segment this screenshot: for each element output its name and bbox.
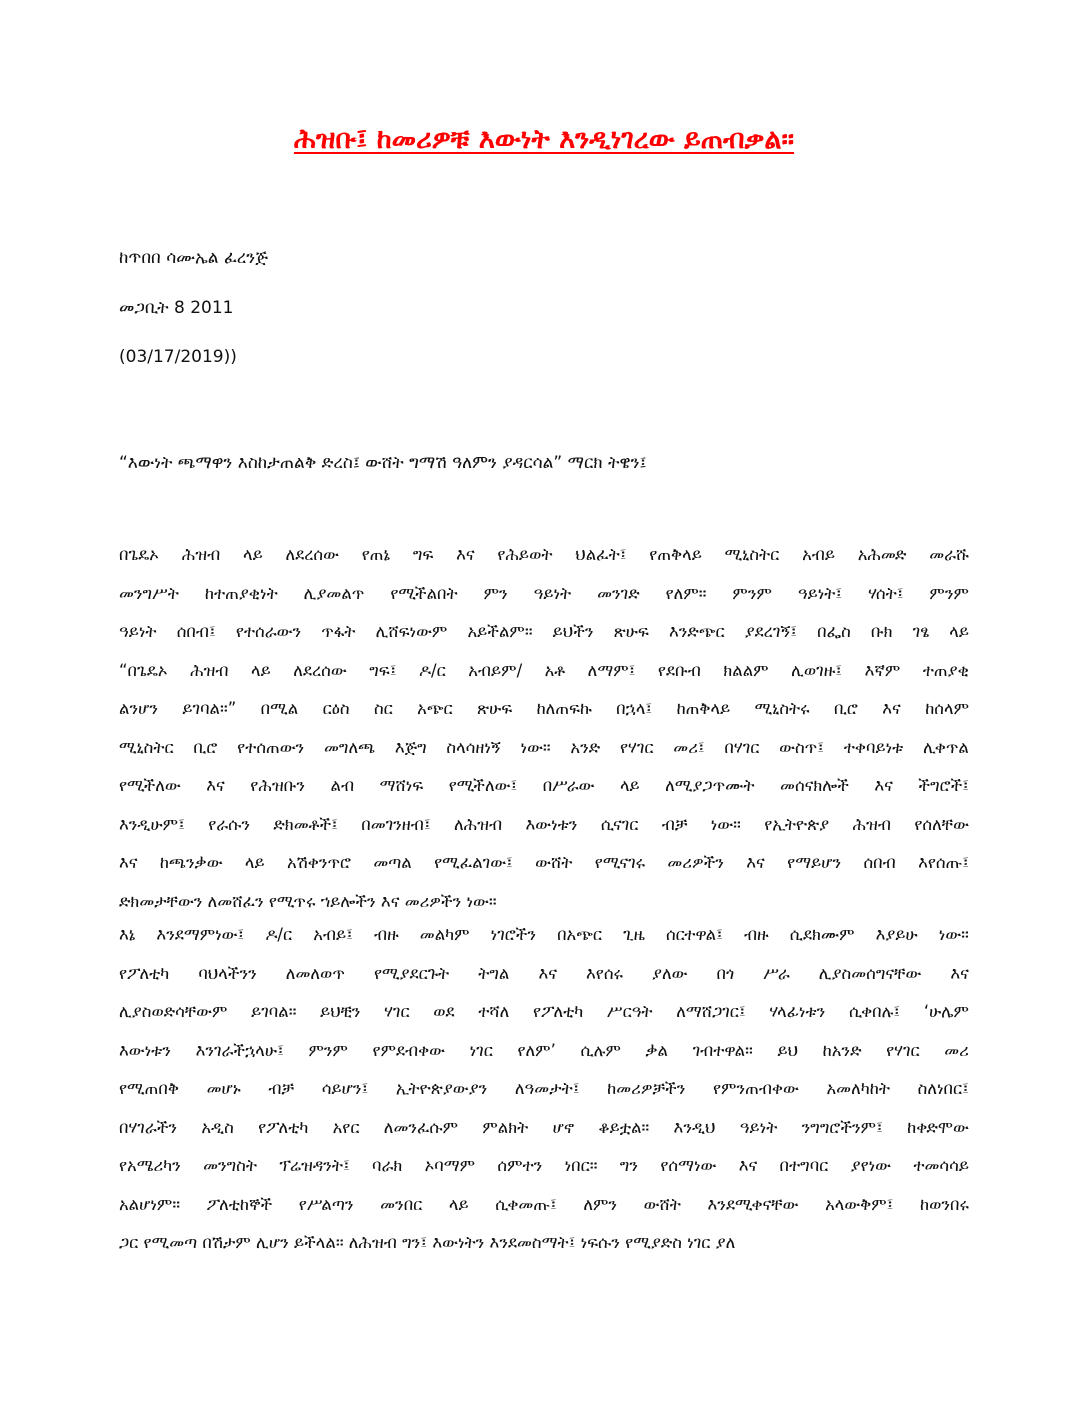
word: ቆይቷል። [598, 1117, 650, 1137]
word: ርዕስ [322, 699, 350, 718]
paragraph-line [119, 690, 969, 729]
word: አላውቅም፤ [825, 1194, 894, 1214]
word: ሚኒስትር [119, 737, 174, 757]
word: ምንም [308, 1040, 348, 1060]
word: እና [874, 776, 893, 795]
word: ነበር። [564, 1156, 598, 1175]
word: በሚል [260, 699, 299, 718]
word: ስለነበር፤ [917, 1079, 969, 1098]
word: ላይ [949, 622, 969, 641]
paragraph-line [119, 844, 969, 883]
word: ዶ/ር [265, 925, 293, 944]
word: ንግግሮችንም፤ [801, 1117, 883, 1137]
word: ይህ [777, 1040, 799, 1060]
word: እና [738, 1156, 758, 1175]
word: ፖለቲከኞች [206, 1194, 273, 1214]
word: ይህቺን [320, 1002, 361, 1021]
word: ነው። [710, 814, 741, 834]
word: ሃገር [384, 1002, 410, 1021]
word: ቢሮ [193, 737, 218, 757]
word: እንድጭር [668, 622, 725, 641]
word: ሊወገዙ፤ [791, 660, 843, 680]
word: ለምን [583, 1194, 618, 1214]
word: መሪ፤ [673, 737, 705, 757]
word: በሃገራችን [119, 1117, 178, 1137]
word: ሃሰት፤ [868, 583, 904, 603]
word: የሚናገሩ [594, 853, 646, 872]
word: የሚፈልገው፤ [434, 853, 513, 872]
word: የፖለቲካ [258, 1117, 309, 1137]
author-line: ከጥበበ ሳሙኤል ፈረንጅ [119, 248, 268, 268]
word: ምንም [732, 583, 772, 603]
word: ከአንድ [822, 1040, 862, 1060]
word: እየሰጡ፤ [918, 853, 969, 872]
word: የራሱን [208, 814, 251, 834]
word: ተሻለ [478, 1002, 510, 1021]
word: ችግሮች፤ [918, 776, 969, 795]
word: እንደሚቀናቸው [707, 1194, 799, 1214]
word: ሊያስወድሳቸውም [119, 1002, 228, 1021]
word: ለሚያጋጥሙት [665, 776, 755, 795]
word: መግለጫ [323, 737, 376, 757]
word: ባራክ [372, 1156, 403, 1175]
word: ይህችን [552, 622, 594, 641]
paragraph-line [119, 806, 969, 845]
word: መሪ [944, 1040, 969, 1060]
word: ላይ [243, 545, 263, 564]
word: መንበር [380, 1194, 423, 1214]
word: አሽቀንጥሮ [286, 853, 351, 872]
word: ሰበብ፤ [176, 622, 216, 641]
word: እና [746, 853, 765, 872]
word: ሥርዓት [606, 1002, 653, 1021]
word: ኢትዮጵያውያን [395, 1079, 488, 1098]
word: ለማም፤ [587, 660, 636, 680]
word: ስር [373, 699, 393, 718]
word: ዶ/ር [418, 660, 446, 680]
paragraph-line [119, 729, 969, 768]
word: ቃል [645, 1040, 669, 1060]
word: ከጫንቃው [159, 853, 223, 872]
epigraph-quote: “እውነት ጫማዋን እስከታጠልቅ ድረስ፤ ውሸት ግማሽ ዓለምን ያዳርሳል” ማርክ ትዌን፤ [119, 453, 647, 473]
word: ሲሉም [580, 1040, 621, 1060]
word: ጥፋት [321, 622, 356, 641]
word: ህልፈት፤ [575, 545, 627, 564]
body-paragraph-1 [119, 536, 969, 921]
word: እኛም [864, 660, 901, 680]
word: እውነቱን [525, 814, 578, 834]
paragraph-line [119, 575, 969, 614]
word: አጭር [417, 699, 453, 718]
word: ሚኒስትሩ [754, 699, 810, 718]
word: አብይ፤ [313, 925, 353, 944]
word: የደቡብ [657, 660, 701, 680]
word: የማይሆን [787, 853, 842, 872]
word: የሚያደርጉት [373, 963, 450, 983]
word: ባህላችንን [198, 963, 257, 983]
word: “በጌዴኦ [119, 660, 168, 680]
word: መራሹ [929, 545, 969, 564]
word: ማሸነፍ [379, 776, 424, 795]
word: የሕዝቡን [250, 776, 306, 795]
word: ለደረሰው [293, 660, 347, 680]
word: ሰምተን [497, 1156, 543, 1175]
word: ለማሸጋገር፤ [676, 1002, 746, 1021]
word: አየር [332, 1117, 360, 1137]
word: የጠኔ [361, 545, 391, 564]
word: ዓይነት፤ [797, 583, 843, 603]
word: ውሸት [643, 1194, 681, 1214]
word: በሥራው [542, 776, 595, 795]
word: እጅግ [394, 737, 427, 757]
word: ብዙ [743, 925, 769, 944]
word: አቶ [544, 660, 566, 680]
word: የተሰራውን [235, 622, 302, 641]
word: ይገባል።” [182, 699, 237, 718]
word: እና [882, 699, 901, 718]
date-gregorian: (03/17/2019)) [119, 347, 237, 367]
word: የኢትዮጵያ [764, 814, 830, 834]
paragraph-line [119, 1109, 969, 1148]
word: የለም። [665, 583, 707, 603]
word: ላይ [244, 853, 265, 872]
word: ልንሆን [119, 699, 159, 718]
word: እና [119, 853, 138, 872]
word: ለደረሰው [285, 545, 339, 564]
word: ምልክት [482, 1117, 529, 1137]
word: የአሜሪካን [119, 1156, 181, 1175]
word: ብቻ [661, 814, 688, 834]
word: ብዙ [374, 925, 399, 944]
word: እየሰሩ [586, 963, 623, 983]
word: የሕይወት [497, 545, 553, 564]
word: የፖለቲካ [532, 1002, 584, 1021]
document-title: ሕዝቡ፤ ከመሪዎቹ እውነት እንዲነገረው ይጠብቃል። [293, 124, 795, 155]
paragraph-line [119, 652, 969, 691]
word: ሕዝብ [852, 814, 891, 834]
word: ግፍ [412, 545, 434, 564]
word: በመገንዘብ፤ [361, 814, 431, 834]
word: በአጭር [557, 925, 602, 944]
word: ሊያመልጥ [303, 583, 365, 603]
word: ሥራ [763, 963, 790, 983]
word: ውሸት [535, 853, 573, 872]
word: የተሰጠውን [237, 737, 305, 757]
word: ቡክ [870, 622, 893, 641]
word: ለመለወጥ [285, 963, 345, 983]
word: የሚችልበት [390, 583, 458, 603]
word: ጽሁፍ [477, 699, 513, 718]
word: ለመንፈሱም [383, 1117, 459, 1137]
paragraph-line: ጋር የሚመጣ በሽታም ሊሆን ይችላል። ለሕዝብ ግን፤ እውነትን እንደመስማት፤ ነፍሱን የሚያድስ ነገር ያለ [119, 1233, 736, 1252]
word: በጎ [716, 963, 735, 983]
word: እንገራችኋላሁ፤ [195, 1040, 284, 1060]
word: ምንም [929, 583, 969, 603]
word: አብይም/ [468, 660, 523, 680]
word: ግፍ፤ [369, 660, 397, 680]
word: ሊሸፍነውም [375, 622, 448, 641]
word: እና [456, 545, 475, 564]
word: ላይ [619, 776, 640, 795]
word: ነው። [938, 925, 969, 944]
word: ላይ [448, 1194, 469, 1214]
word: ጽሁፍ [613, 622, 649, 641]
word: ያየነው [850, 1156, 892, 1175]
word: ብቻ [268, 1079, 295, 1098]
paragraph-line [119, 1070, 969, 1109]
word: ልብ [330, 776, 355, 795]
word: ሲቀመጡ፤ [495, 1194, 557, 1214]
word: ከለጠፍኩ [536, 699, 592, 718]
word: ሲናገር [600, 814, 639, 834]
word: ዓይነት [119, 622, 157, 641]
word: ኦባማም [424, 1156, 476, 1175]
paragraph-line [119, 613, 969, 652]
word: የጠቅላይ [649, 545, 702, 564]
word: ፕሬዝዳንት፤ [279, 1156, 350, 1175]
word: ዓይነት [739, 1117, 778, 1137]
word: ለዓመታት፤ [514, 1079, 580, 1098]
paragraph-line [119, 536, 969, 575]
word: የሚችለው [119, 776, 181, 795]
word: እንዲህ [673, 1117, 716, 1137]
word: ከመሪዎቻችን [607, 1079, 686, 1098]
word: ከተጠያቂነት [204, 583, 278, 603]
word: ሊቀጥል [923, 737, 969, 757]
word: ያለው [652, 963, 688, 983]
word: እና [206, 776, 225, 795]
word: ሰበብ [863, 853, 896, 872]
word: መጣል [373, 853, 412, 872]
word: የሰለቸው [914, 814, 969, 834]
word: የፖለቲካ [119, 963, 170, 983]
word: ሕዝብ [190, 660, 229, 680]
word: የሃገር [619, 737, 654, 757]
word: መሰናክሎች [780, 776, 849, 795]
word: መሪዎችን [667, 853, 724, 872]
word: አዲስ [201, 1117, 234, 1137]
word: ላይ [251, 660, 271, 680]
word: አመለካከት [826, 1079, 890, 1098]
word: አንድ [570, 737, 601, 757]
word: አብይ [802, 545, 835, 564]
word: ተመሳሳይ [913, 1156, 969, 1175]
word: ነገር [469, 1040, 493, 1060]
word: በኋላ፤ [616, 699, 653, 718]
word: ገብተዋል። [692, 1040, 753, 1060]
word: ይገባል። [251, 1002, 297, 1021]
word: ያደረገኝ፤ [744, 622, 798, 641]
word: ውስጥ፤ [779, 737, 825, 757]
word: መንገድ [597, 583, 640, 603]
word: ተጠያቂ [922, 660, 969, 680]
word: ‘ሁሌም [923, 1002, 969, 1021]
word: ከወንበሩ [920, 1194, 969, 1214]
word: ሃላፊነቱን [769, 1002, 826, 1021]
word: እና [950, 963, 969, 983]
word: በተግባር [779, 1156, 829, 1175]
word: ከቀድሞው [907, 1117, 969, 1137]
word: እኔ [119, 925, 136, 944]
word: ድክመቶች፤ [273, 814, 338, 834]
date-ethiopian: መጋቢት 8 2011 [119, 298, 234, 318]
word: መልካም [419, 925, 470, 944]
word: ሊያስመሰግናቸው [818, 963, 922, 983]
paragraph-line [119, 993, 969, 1032]
word: እንዲሁም፤ [119, 814, 185, 834]
word: የሃገር [886, 1040, 920, 1060]
word: የሚጠበቅ [119, 1079, 179, 1098]
paragraph-line: ድክመታቸውን ለመሸፈን የሚጥሩ ኀይሎችን እና መሪዎችን ነው። [119, 891, 497, 911]
word: የለም’ [517, 1040, 556, 1060]
word: ሆኖ [552, 1117, 575, 1137]
word: ተቀባይነቱ [843, 737, 904, 757]
word: እንደማምነው፤ [156, 925, 245, 944]
paragraph-line [119, 1147, 969, 1186]
word: በሃገር [724, 737, 760, 757]
word: አልሆነም። [119, 1194, 181, 1214]
paragraph-line [119, 767, 969, 806]
body-paragraph-2 [119, 916, 969, 1263]
word: ከጠቅላይ [676, 699, 731, 718]
word: በጌዴኦ [119, 545, 159, 564]
word: ሳይሆን፤ [321, 1079, 369, 1098]
word: መንግስት [203, 1156, 258, 1175]
word: ትግል [478, 963, 510, 983]
word: ክልልም [723, 660, 769, 680]
word: የሚችለው፤ [448, 776, 518, 795]
paragraph-line [119, 1032, 969, 1071]
word: ወደ [433, 1002, 455, 1021]
word: ለሕዝብ [454, 814, 503, 834]
word: የምደብቀው [372, 1040, 445, 1060]
word: ነው። [520, 737, 551, 757]
word: ዓይነት [533, 583, 572, 603]
paragraph-line [119, 916, 969, 955]
word: እና [538, 963, 557, 983]
word: ከሰላም [925, 699, 969, 718]
word: ስላሳዘነኝ [446, 737, 501, 757]
word: ግን [619, 1156, 638, 1175]
word: ገፄ [912, 622, 930, 641]
word: አሕመድ [857, 545, 907, 564]
paragraph-line [119, 955, 969, 994]
word: ነገሮችን [490, 925, 536, 944]
word: በፌስ [817, 622, 851, 641]
word: ሚኒስትር [724, 545, 780, 564]
word: ምን [483, 583, 508, 603]
word: ሕዝብ [181, 545, 221, 564]
word: ሲደክሙም [789, 925, 855, 944]
word: የምንጠብቀው [713, 1079, 799, 1098]
word: ሰርተዋል፤ [665, 925, 723, 944]
word: መሆኑ [206, 1079, 241, 1098]
word: እያይሁ [875, 925, 918, 944]
word: የሰማነው [660, 1156, 717, 1175]
word: አይችልም። [467, 622, 533, 641]
word: ቢሮ [833, 699, 858, 718]
word: ጊዜ [623, 925, 645, 944]
paragraph-line [119, 1186, 969, 1225]
word: መንግሥት [119, 583, 179, 603]
word: ሲቀበሉ፤ [848, 1002, 901, 1021]
word: የሥልጣን [298, 1194, 354, 1214]
word: እውነቱን [119, 1040, 171, 1060]
